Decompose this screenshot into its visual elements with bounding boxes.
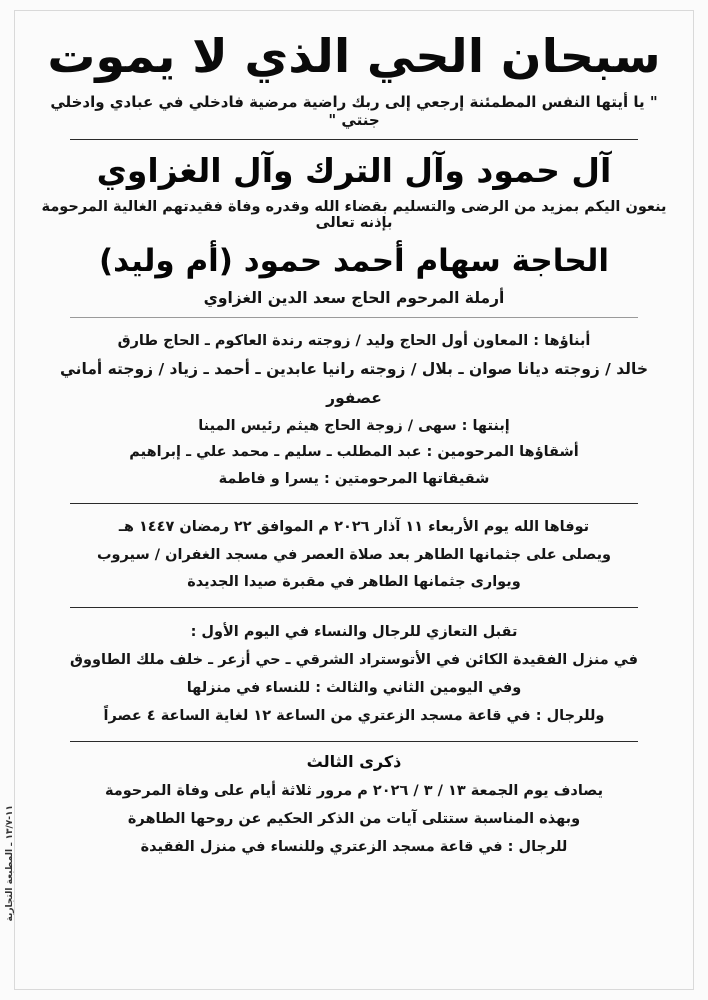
family-names: آل حمود وآل الترك وآل الغزاوي bbox=[96, 150, 612, 190]
calligraphy-header: سبحان الحي الذي لا يموت bbox=[47, 29, 661, 83]
memorial-title: ذكرى الثالث bbox=[306, 751, 402, 771]
quran-verse: " يا أيتها النفس المطمئنة إرجعي إلى ربك راضية مرضية فادخلي في عبادي وادخلي جنتي " bbox=[50, 92, 658, 129]
condolences-line: في منزل الفقيدة الكائن في الأتوستراد الشرقي ـ حي أزعر ـ خلف ملك الطاووق bbox=[70, 651, 638, 668]
death-detail-line: توفاها الله يوم الأربعاء ١١ آذار ٢٠٢٦ م الموافق ٢٢ رمضان ١٤٤٧ هـ bbox=[118, 519, 590, 536]
memorial-line: وبهذه المناسبة ستتلى آيات من الذكر الحكيم عن روحها الطاهرة bbox=[127, 811, 581, 827]
printer-mark: ١١-١٣/٧ ـ المطبعة التجارية bbox=[5, 805, 15, 922]
announcement-text: ينعون اليكم بمزيد من الرضى والتسليم بقضاء الله وقدره وفاة فقيدتهم الغالية المرحومة بإذنه تعالى bbox=[41, 199, 667, 232]
relatives-line: شقيقاتها المرحومتين : يسرا و فاطمة bbox=[218, 471, 490, 488]
divider-memorial bbox=[70, 741, 638, 742]
memorial-line: للرجال : في قاعة مسجد الزعتري وللنساء في منزل الفقيدة bbox=[140, 839, 568, 856]
relatives-block bbox=[40, 328, 668, 493]
divider-death bbox=[70, 503, 638, 504]
relatives-line: أشقاؤها المرحومين : عبد المطلب ـ سليم ـ محمد علي ـ إبراهيم bbox=[129, 444, 579, 461]
condolences-line: تقبل التعازي للرجال والنساء في اليوم الأول : bbox=[190, 623, 518, 640]
divider-condolences bbox=[70, 607, 638, 608]
relatives-line: أبناؤها : المعاون أول الحاج وليد / زوجته رندة العاكوم ـ الحاج طارق bbox=[117, 333, 591, 350]
divider-top bbox=[70, 139, 638, 140]
death-detail-line: ويصلى على جثمانها الطاهر بعد صلاة العصر في مسجد الغفران / سيروب bbox=[96, 546, 612, 563]
deceased-name: الحاجة سهام أحمد حمود (أم وليد) bbox=[99, 243, 609, 280]
relatives-line: إبنتها : سهى / زوجة الحاج هيثم رئيس المينا bbox=[198, 417, 510, 434]
memorial-block bbox=[40, 752, 668, 862]
widow-of-line: أرملة المرحوم الحاج سعد الدين الغزاوي bbox=[203, 289, 505, 308]
death-details-block bbox=[40, 514, 668, 597]
death-detail-line: ويوارى جثمانها الطاهر في مقبرة صيدا الجديدة bbox=[187, 574, 521, 591]
condolences-block bbox=[40, 618, 668, 731]
condolences-line: وللرجال : في قاعة مسجد الزعتري من الساعة ١٢ لغاية الساعة ٤ عصراً bbox=[103, 708, 605, 725]
relatives-line: خالد / زوجته ديانا صوان ـ بلال / زوجته رانيا عابدين ـ أحمد ـ زياد / زوجته أماني عصفور bbox=[60, 360, 648, 407]
memorial-line: يصادف يوم الجمعة ١٣ / ٣ / ٢٠٢٦ م مرور ثلاثة أيام على وفاة المرحومة bbox=[104, 782, 604, 799]
condolences-line: وفي اليومين الثاني والثالث : للنساء في منزلها bbox=[186, 680, 522, 697]
divider-relatives bbox=[70, 317, 638, 318]
